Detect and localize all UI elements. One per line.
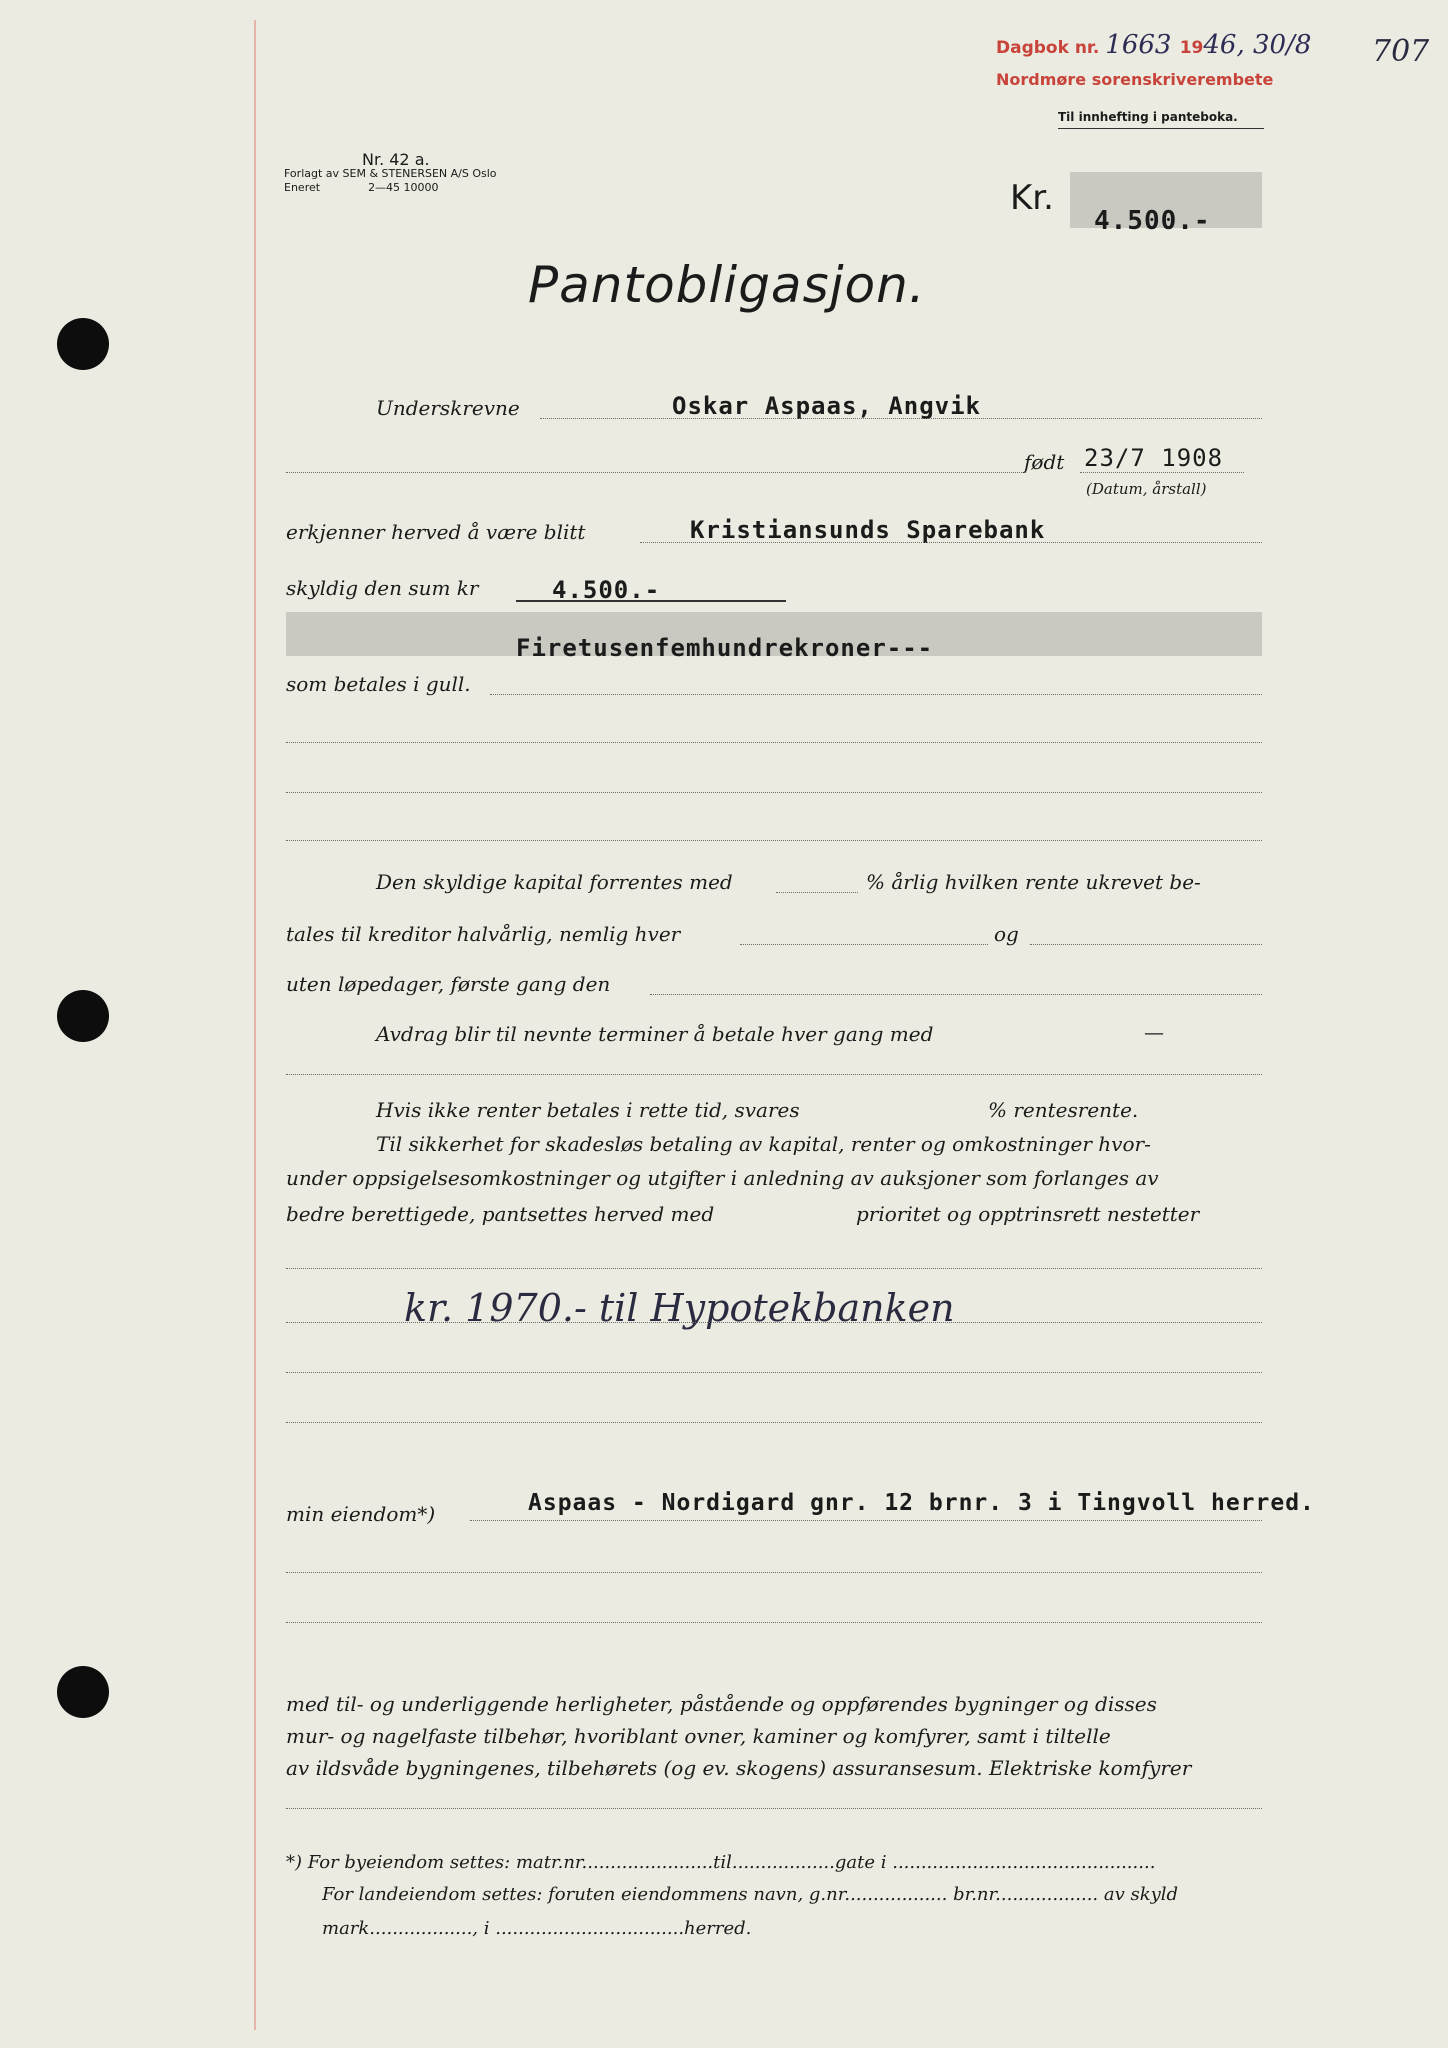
stamp-office: Nordmøre sorenskriverembete bbox=[996, 70, 1274, 89]
property-label: min eiendom*) bbox=[286, 1502, 436, 1526]
binding-note: Til innhefting i panteboka. bbox=[1058, 110, 1238, 124]
closing-line-2: mur- og nagelfaste tilbehør, hvoriblant ovner, kaminer og komfyrer, samt i tiltelle bbox=[286, 1724, 1111, 1748]
property-line-1 bbox=[470, 1520, 1262, 1521]
born-hint: (Datum, årstall) bbox=[1086, 480, 1207, 498]
interest-rate-line bbox=[776, 892, 858, 893]
punch-hole bbox=[57, 1666, 109, 1718]
property-line-3 bbox=[286, 1622, 1262, 1623]
journal-stamp bbox=[996, 30, 1311, 60]
sum-label: skyldig den sum kr bbox=[286, 576, 479, 600]
amount-value: 4.500.- bbox=[1094, 206, 1211, 236]
creditor-value: Kristiansunds Sparebank bbox=[690, 516, 1046, 544]
term-line-2 bbox=[1030, 944, 1262, 945]
priority-line-2 bbox=[286, 1322, 1262, 1323]
closing-line bbox=[286, 1808, 1262, 1809]
blank-line-3 bbox=[286, 840, 1262, 841]
sum-underline bbox=[516, 600, 786, 602]
interest-line-2a: tales til kreditor halvårlig, nemlig hver bbox=[286, 922, 681, 946]
footnote-line-3: mark.................., i .................................herred. bbox=[322, 1918, 752, 1939]
stamp-year: 19 bbox=[1179, 38, 1204, 58]
undersigned-line bbox=[540, 418, 1262, 419]
blank-line-1 bbox=[286, 742, 1262, 743]
interest-line-8b: prioritet og opptrinsrett nestetter bbox=[856, 1202, 1200, 1226]
undersigned-label: Underskrevne bbox=[376, 396, 520, 420]
red-margin-line bbox=[254, 20, 256, 2030]
property-line-2 bbox=[286, 1572, 1262, 1573]
interest-line-5b: % rentesrente. bbox=[988, 1098, 1139, 1122]
binding-note-underline bbox=[1058, 128, 1264, 129]
publisher-block bbox=[284, 145, 497, 195]
print-info: 2—45 10000 bbox=[368, 181, 439, 194]
gold-line bbox=[490, 694, 1262, 695]
acknowledge-label: erkjenner herved å være blitt bbox=[286, 520, 586, 544]
term-line-1 bbox=[740, 944, 988, 945]
page-number: 707 bbox=[1372, 34, 1430, 69]
interest-line-5a: Hvis ikke renter betales i rette tid, svares bbox=[376, 1098, 800, 1122]
priority-line-4 bbox=[286, 1422, 1262, 1423]
form-number: Nr. 42 a. bbox=[362, 150, 430, 169]
punch-hole bbox=[57, 318, 109, 370]
interest-line-1b: % årlig hvilken rente ukrevet be- bbox=[866, 870, 1201, 894]
sum-value: 4.500.- bbox=[552, 576, 661, 604]
interest-line-6: Til sikkerhet for skadesløs betaling av kapital, renter og omkostninger hvor- bbox=[376, 1132, 1151, 1156]
publisher-sub bbox=[284, 181, 497, 195]
punch-hole bbox=[57, 990, 109, 1042]
interest-line-7: under oppsigelsesomkostninger og utgifter i anledning av auksjoner som forlanges av bbox=[286, 1166, 1159, 1190]
blank-line-2 bbox=[286, 792, 1262, 793]
closing-line-1: med til- og underliggende herligheter, påstående og oppførendes bygninger og disses bbox=[286, 1692, 1157, 1716]
undersigned-value: Oskar Aspaas, Angvik bbox=[672, 392, 981, 420]
document-title: Pantobligasjon. bbox=[528, 256, 926, 314]
exclusive-text: Eneret bbox=[284, 181, 321, 194]
footnote-line-1: *) For byeiendom settes: matr.nr.......................til..................gate i .............................................. bbox=[286, 1852, 1156, 1873]
journal-date: 46, 30/8 bbox=[1203, 30, 1312, 60]
closing-line-3: av ildsvåde bygningenes, tilbehørets (og ev. skogens) assuransesum. Elektriske komfyrer bbox=[286, 1756, 1192, 1780]
interest-line-8a: bedre berettigede, pantsettes herved med bbox=[286, 1202, 715, 1226]
sum-words: Firetusenfemhundrekroner--- bbox=[516, 634, 934, 662]
born-value: 23/7 1908 bbox=[1084, 444, 1224, 472]
interest-line-1a: Den skyldige kapital forrentes med bbox=[376, 870, 733, 894]
interest-line-3: uten løpedager, første gang den bbox=[286, 972, 611, 996]
installment-dash: — bbox=[1144, 1020, 1164, 1044]
installment-line bbox=[286, 1074, 1262, 1075]
born-label: født bbox=[1024, 450, 1065, 474]
publisher-name: Forlagt av SEM & STENERSEN A/S Oslo bbox=[284, 167, 497, 180]
priority-line-1 bbox=[286, 1268, 1262, 1269]
interest-line-2b: og bbox=[994, 922, 1019, 946]
property-value: Aspaas - Nordigard gnr. 12 brnr. 3 i Tingvoll herred. bbox=[528, 1490, 1315, 1516]
handwritten-priority: kr. 1970.- til Hypotekbanken bbox=[404, 1286, 955, 1330]
footnote-line-2: For landeiendom settes: foruten eiendommens navn, g.nr.................. br.nr.................. av skyld bbox=[322, 1884, 1179, 1905]
born-line-left bbox=[286, 472, 1026, 473]
first-date-line bbox=[650, 994, 1262, 995]
amount-label: Kr. bbox=[1010, 178, 1054, 218]
born-line-right bbox=[1080, 472, 1244, 473]
priority-line-3 bbox=[286, 1372, 1262, 1373]
interest-line-4: Avdrag blir til nevnte terminer å betale hver gang med bbox=[376, 1022, 934, 1046]
journal-number: 1663 bbox=[1105, 30, 1180, 60]
gold-label: som betales i gull. bbox=[286, 672, 471, 696]
stamp-prefix: Dagbok nr. bbox=[996, 38, 1100, 58]
creditor-line bbox=[640, 542, 1262, 543]
